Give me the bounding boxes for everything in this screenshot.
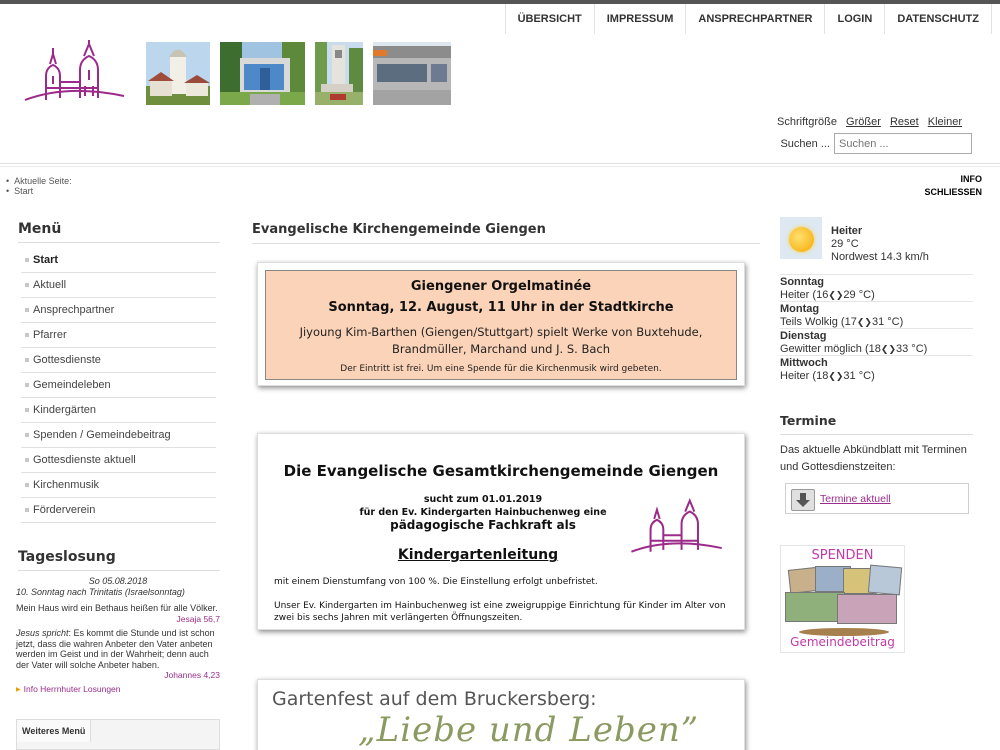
job-paragraph-1: mit einem Dienstumfang von 100 %. Die Einstellung erfolgt unbefristet. bbox=[274, 577, 598, 587]
card-subtitle: Sonntag, 12. August, 11 Uhr in der Stadtkirche bbox=[328, 300, 674, 315]
photo-church-tower bbox=[146, 42, 210, 105]
organ-matinee-announcement[interactable] bbox=[257, 262, 745, 386]
sidebar-item-kirchenmusik[interactable] bbox=[21, 473, 216, 498]
font-smaller-link[interactable]: Kleiner bbox=[927, 116, 962, 128]
menu-heading: Menü bbox=[18, 221, 220, 243]
donations-banner[interactable] bbox=[780, 545, 905, 653]
card-script-title: „Liebe und Leben” bbox=[358, 710, 700, 750]
sidebar-item-gemeindeleben[interactable] bbox=[21, 373, 216, 398]
font-bigger-link[interactable]: Größer bbox=[846, 116, 881, 128]
search-input[interactable] bbox=[834, 133, 972, 154]
font-reset-link[interactable]: Reset bbox=[889, 116, 919, 128]
sidebar-item-aktuell[interactable] bbox=[21, 273, 216, 298]
sidebar-item-ansprechpartner[interactable] bbox=[21, 298, 216, 323]
forecast-condition: Heiter bbox=[780, 370, 810, 382]
banknote-image bbox=[868, 565, 902, 596]
weather-now bbox=[831, 225, 929, 264]
range-arrows-icon: ❮❯ bbox=[880, 344, 896, 354]
sidebar-item-gottesdienste[interactable] bbox=[21, 348, 216, 373]
organ-matinee-panel bbox=[265, 270, 737, 380]
job-intro bbox=[353, 493, 613, 532]
sidebar-item-label[interactable]: Spenden / Gemeindebeitrag bbox=[33, 429, 171, 441]
sun-disc bbox=[789, 227, 814, 252]
forecast-condition: Teils Wolkig bbox=[780, 316, 838, 328]
sidebar-item-label[interactable]: Ansprechpartner bbox=[33, 304, 115, 316]
forecast-high: 31 °C bbox=[843, 370, 872, 382]
losung-heading: Tageslosung bbox=[18, 549, 220, 571]
sidebar-item-kindergaerten[interactable] bbox=[21, 398, 216, 423]
termine-heading: Termine bbox=[780, 413, 973, 435]
job-role: Kindergartenleitung bbox=[397, 547, 559, 563]
forecast-day: Dienstag Gewitter möglich (18❮❯33 °C) bbox=[780, 328, 973, 355]
breadcrumb-label: • Aktuelle Seite: bbox=[6, 176, 72, 186]
top-navigation bbox=[505, 4, 992, 34]
weather-condition: Heiter bbox=[831, 225, 863, 237]
download-icon bbox=[791, 489, 815, 511]
losung-text-2 bbox=[16, 628, 220, 670]
termine-link[interactable]: Termine aktuell bbox=[820, 493, 891, 505]
forecast-high: 29 °C bbox=[843, 289, 872, 301]
job-line-1: sucht zum 01.01.2019 bbox=[423, 494, 543, 505]
sidebar-item-pfarrer[interactable] bbox=[21, 323, 216, 348]
forecast-high: 33 °C bbox=[896, 343, 924, 355]
termine-download[interactable] bbox=[785, 483, 969, 514]
forecast-low: 17 bbox=[844, 316, 857, 328]
losung-text-1: Mein Haus wird ein Bethaus heißen für alle Völker. bbox=[16, 603, 218, 613]
banknote-image bbox=[837, 594, 897, 624]
forecast-day: Montag Teils Wolkig (17❮❯31 °C) bbox=[780, 301, 973, 328]
forecast-day: Mittwoch Heiter (18❮❯31 °C) bbox=[780, 355, 973, 382]
forecast-condition: Gewitter möglich bbox=[780, 343, 862, 355]
losung-sunday: 10. Sonntag nach Trinitatis (Israelsonntag) bbox=[16, 586, 185, 597]
card-body: Jiyoung Kim-Barthen (Giengen/Stuttgart) spielt Werke von Buxtehude, Brandmüller, Marchand und J. S. Bach bbox=[299, 325, 703, 356]
forecast-day-name: Montag bbox=[780, 303, 820, 315]
forecast-day-name: Dienstag bbox=[780, 330, 827, 342]
forecast-day-name: Sonntag bbox=[780, 276, 824, 288]
donations-title: SPENDEN bbox=[811, 548, 874, 563]
sun-icon bbox=[780, 217, 822, 259]
nav-ansprechpartner[interactable]: ANSPRECHPARTNER bbox=[686, 4, 825, 34]
range-arrows-icon: ❮❯ bbox=[856, 317, 872, 327]
sidebar-item-foerderverein[interactable] bbox=[21, 498, 216, 523]
losung-ref-1: Jesaja 56,7 bbox=[176, 613, 220, 624]
forecast-condition: Heiter bbox=[780, 289, 810, 301]
job-posting-announcement[interactable] bbox=[257, 433, 745, 630]
info-panel-toggle bbox=[924, 173, 982, 199]
forecast-low: 18 bbox=[816, 370, 829, 382]
sidebar-item-start[interactable] bbox=[21, 248, 216, 273]
photo-bell-tower bbox=[315, 42, 363, 105]
nav-uebersicht[interactable]: ÜBERSICHT bbox=[506, 4, 595, 34]
donations-subtitle: Gemeindebeitrag bbox=[790, 635, 895, 649]
font-size-label: Schriftgröße bbox=[777, 116, 837, 128]
forecast-high: 31 °C bbox=[871, 316, 900, 328]
sidebar-item-spenden[interactable] bbox=[21, 423, 216, 448]
page-title: Evangelische Kirchengemeinde Giengen bbox=[252, 222, 760, 244]
header-divider bbox=[0, 163, 1000, 167]
sidebar-item-label[interactable]: Kirchenmusik bbox=[33, 479, 100, 491]
job-line-3: pädagogische Fachkraft als bbox=[390, 518, 576, 532]
range-arrows-icon: ❮❯ bbox=[828, 290, 844, 300]
photo-kindergarten bbox=[220, 42, 305, 105]
search-box bbox=[780, 133, 972, 154]
weather-wind: Nordwest 14.3 km/h bbox=[831, 251, 929, 263]
job-line-2: für den Ev. Kindergarten Hainbuchenweg eine bbox=[359, 507, 607, 518]
close-info-link[interactable]: SCHLIESSEN bbox=[924, 187, 982, 197]
forecast-day: Sonntag Heiter (16❮❯29 °C) bbox=[780, 274, 973, 301]
losung-text-2-prefix: Jesus spricht bbox=[16, 628, 69, 638]
weather-temp: 29 °C bbox=[831, 238, 859, 250]
weather-forecast bbox=[780, 274, 973, 382]
losung-date: So 05.08.2018 bbox=[88, 576, 148, 586]
forecast-low: 18 bbox=[868, 343, 881, 355]
losung-text-2-body: : Es kommt die Stunde und ist schon jetzt, dass die wahren Anbeter den Vater anbeten werden im Geist und in der Wahrheit; denn auch der Vater will solche Anbeter haben. bbox=[16, 628, 215, 670]
card-title: Giengener Orgelmatinée bbox=[410, 279, 592, 294]
sidebar-item-label[interactable]: Gemeindeleben bbox=[33, 379, 111, 391]
breadcrumb-current[interactable]: • Start bbox=[6, 186, 72, 196]
sidebar-item-label[interactable]: Kindergärten bbox=[33, 404, 96, 416]
sidebar-item-label[interactable]: Aktuell bbox=[33, 279, 67, 291]
more-menu-tab[interactable]: Weiteres Menü bbox=[17, 720, 91, 742]
daily-watchword bbox=[16, 576, 220, 695]
garden-festival-announcement[interactable] bbox=[257, 679, 745, 750]
losung-ref-2: Johannes 4,23 bbox=[164, 670, 220, 680]
search-label: Suchen ... bbox=[780, 137, 830, 150]
card-title: Die Evangelische Gesamtkirchengemeinde Giengen bbox=[283, 462, 719, 480]
sidebar-item-label[interactable]: Pfarrer bbox=[33, 329, 67, 341]
range-arrows-icon: ❮❯ bbox=[828, 371, 844, 381]
sidebar-item-gottesdienste-aktuell[interactable] bbox=[21, 448, 216, 473]
nav-login[interactable]: LOGIN bbox=[825, 4, 885, 34]
card-note: Der Eintritt ist frei. Um eine Spende für die Kirchenmusik wird gebeten. bbox=[340, 364, 662, 374]
losung-info-link[interactable]: ▶ Info Herrnhuter Losungen bbox=[16, 684, 220, 696]
nav-impressum[interactable]: IMPRESSUM bbox=[595, 4, 687, 34]
sidebar-item-label[interactable]: Förderverein bbox=[33, 504, 96, 516]
forecast-low: 16 bbox=[816, 289, 829, 301]
photo-community-center bbox=[373, 42, 451, 105]
font-size-controls bbox=[777, 116, 962, 128]
sidebar-item-label[interactable]: Gottesdienste aktuell bbox=[33, 454, 136, 466]
job-paragraph-2: Unser Ev. Kindergarten im Hainbuchenweg ist eine zweigruppige Einrichtung für Kinder im Alter von zwei bis sechs Jahren mit verlängerten Öffnungszeiten. bbox=[274, 601, 726, 623]
sidebar-item-label[interactable]: Gottesdienste bbox=[33, 354, 101, 366]
sidebar-menu bbox=[21, 248, 216, 523]
card-title: Gartenfest auf dem Bruckersberg: bbox=[272, 688, 597, 710]
nav-datenschutz[interactable]: DATENSCHUTZ bbox=[885, 4, 992, 34]
church-logo[interactable] bbox=[22, 40, 128, 108]
info-link[interactable]: INFO bbox=[960, 174, 982, 184]
breadcrumb bbox=[6, 176, 72, 196]
more-menu-box bbox=[16, 719, 220, 750]
termine-description: Das aktuelle Abkündblatt mit Terminen und Gottesdienstzeiten: bbox=[780, 444, 967, 473]
sidebar-item-label[interactable]: Start bbox=[33, 254, 59, 266]
forecast-day-name: Mittwoch bbox=[780, 357, 828, 369]
banknote-image bbox=[785, 592, 845, 622]
